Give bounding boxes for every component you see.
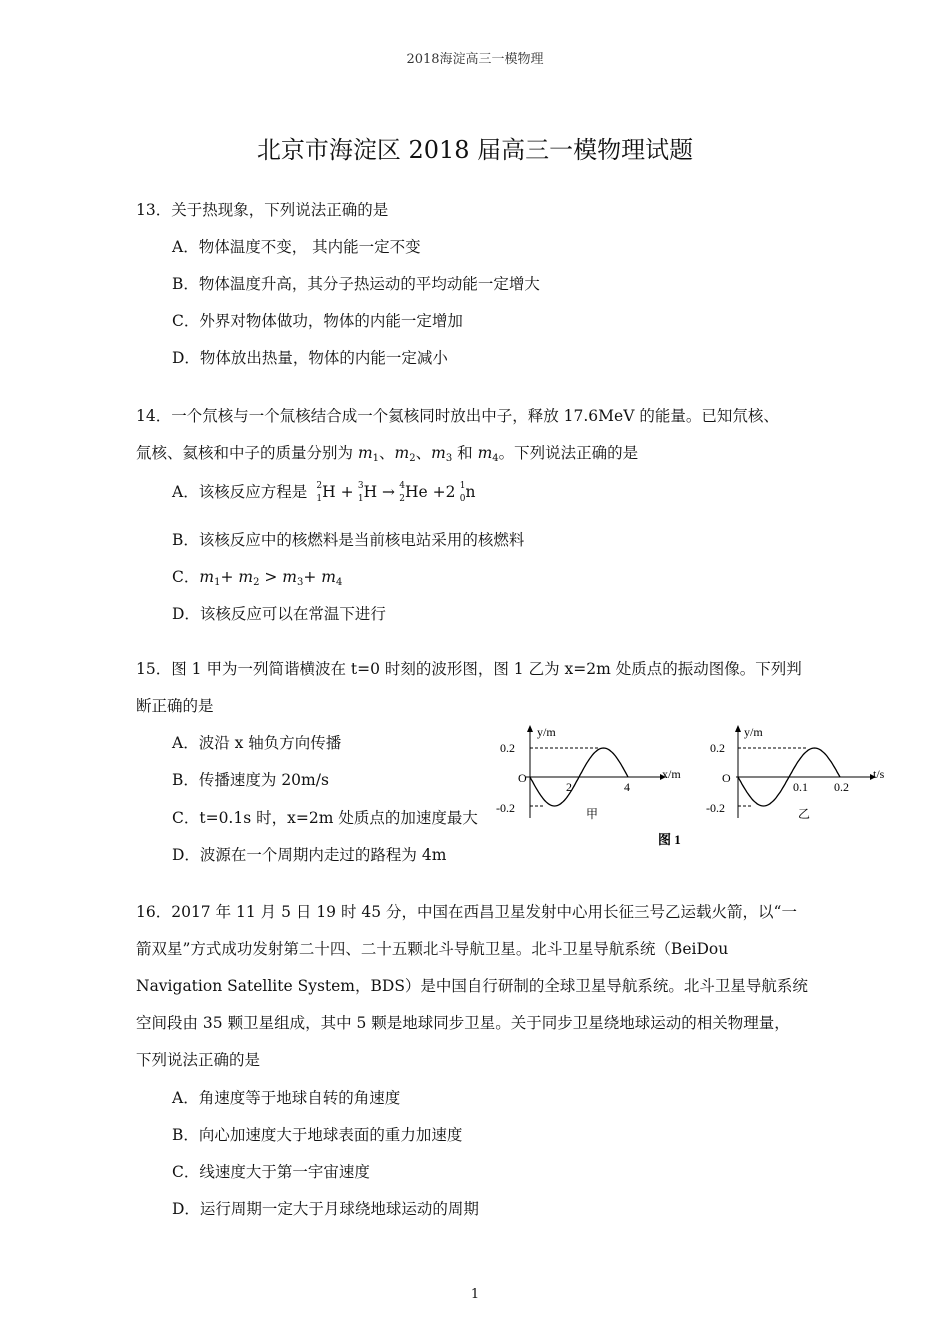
figure-caption: 图 1 [658,832,681,847]
figure-1 [490,720,930,860]
page-number: 1 [470,1287,480,1302]
q16-option-a: A．角速度等于地球自转的角速度 [172,1089,401,1107]
q16-line2: 箭双星”方式成功发射第二十四、二十五颗北斗导航卫星。北斗卫星导航系统（BeiDou [136,940,729,958]
vibration-graph-yi [706,725,885,821]
yi-name: 乙 [798,807,811,821]
q13-option-b: B．物体温度升高，其分子热运动的平均动能一定增大 [172,275,540,293]
yi-tick2: 0.2 [834,780,849,794]
jia-y-label: y/m [537,725,556,739]
yi-tick1: 0.1 [793,780,808,794]
q16-line1: 16．2017 年 11 月 5 日 19 时 45 分，中国在西昌卫星发射中心用长征三号乙运载火箭，以“一 [136,903,797,921]
q15-line2: 断正确的是 [136,697,214,715]
jia-name: 甲 [586,807,599,821]
wave-graph-jia [496,725,681,821]
yi-x-label: t/s [873,767,885,781]
q15-option-b: B．传播速度为 20m/s [172,771,329,789]
q14-line1: 14．一个氘核与一个氚核结合成一个氦核同时放出中子，释放 17.6MeV 的能量。已知氘核、 [136,407,779,425]
yi-y-label: y/m [744,725,763,739]
q13-option-a: A．物体温度不变， 其内能一定不变 [172,238,421,256]
yi-origin: O [722,771,731,785]
q15-option-c: C．t=0.1s 时，x=2m 处质点的加速度最大 [172,809,478,827]
q14-option-b: B．该核反应中的核燃料是当前核电站采用的核燃料 [172,531,525,549]
page-title: 北京市海淀区 2018 届高三一模物理试题 [256,136,694,164]
q14-option-d: D．该核反应可以在常温下进行 [172,605,386,623]
q13-stem: 13．关于热现象，下列说法正确的是 [136,201,389,219]
q16-option-d: D．运行周期一定大于月球绕地球运动的周期 [172,1200,479,1218]
yi-y-neg: -0.2 [706,801,725,815]
jia-origin: O [518,771,527,785]
q14-option-a: A．该核反应方程是 2 1 H + 3 1 H → 4 2 He +2 1 0 n [172,481,476,504]
q14-line2: 氚核、氦核和中子的质量分别为 $m_1$、$m_2$、$m_3$ 和 $m_4$。下列说法正确的是 [136,444,639,464]
q15-option-a: A．波沿 x 轴负方向传播 [172,734,342,752]
q13-option-c: C．外界对物体做功，物体的内能一定增加 [172,312,463,330]
q15-option-d: D．波源在一个周期内走过的路程为 4m [172,846,447,864]
q16-option-c: C．线速度大于第一宇宙速度 [172,1163,370,1181]
jia-x-label: x/m [662,767,681,781]
q16-option-b: B．向心加速度大于地球表面的重力加速度 [172,1126,463,1144]
jia-y-pos: 0.2 [500,741,515,755]
page-header: 2018海淀高三一模物理 [406,52,544,67]
yi-y-pos: 0.2 [710,741,725,755]
q14-option-c: C．$m_1+ m_2 > m_3+ m_4$ [172,568,343,588]
q16-line5: 下列说法正确的是 [136,1051,261,1069]
q13-option-d: D．物体放出热量，物体的内能一定减小 [172,349,448,367]
q16-line4: 空间段由 35 颗卫星组成，其中 5 颗是地球同步卫星。关于同步卫星绕地球运动的相关物理量， [136,1014,790,1032]
jia-tick2: 4 [624,780,630,794]
q16-line3: Navigation Satellite System，BDS）是中国自行研制的全球卫星导航系统。北斗卫星导航系统 [136,977,808,995]
jia-y-neg: -0.2 [496,801,515,815]
q15-line1: 15．图 1 甲为一列简谐横波在 t=0 时刻的波形图，图 1 乙为 x=2m 处质点的振动图像。下列判 [136,660,802,678]
jia-tick1: 2 [566,780,572,794]
